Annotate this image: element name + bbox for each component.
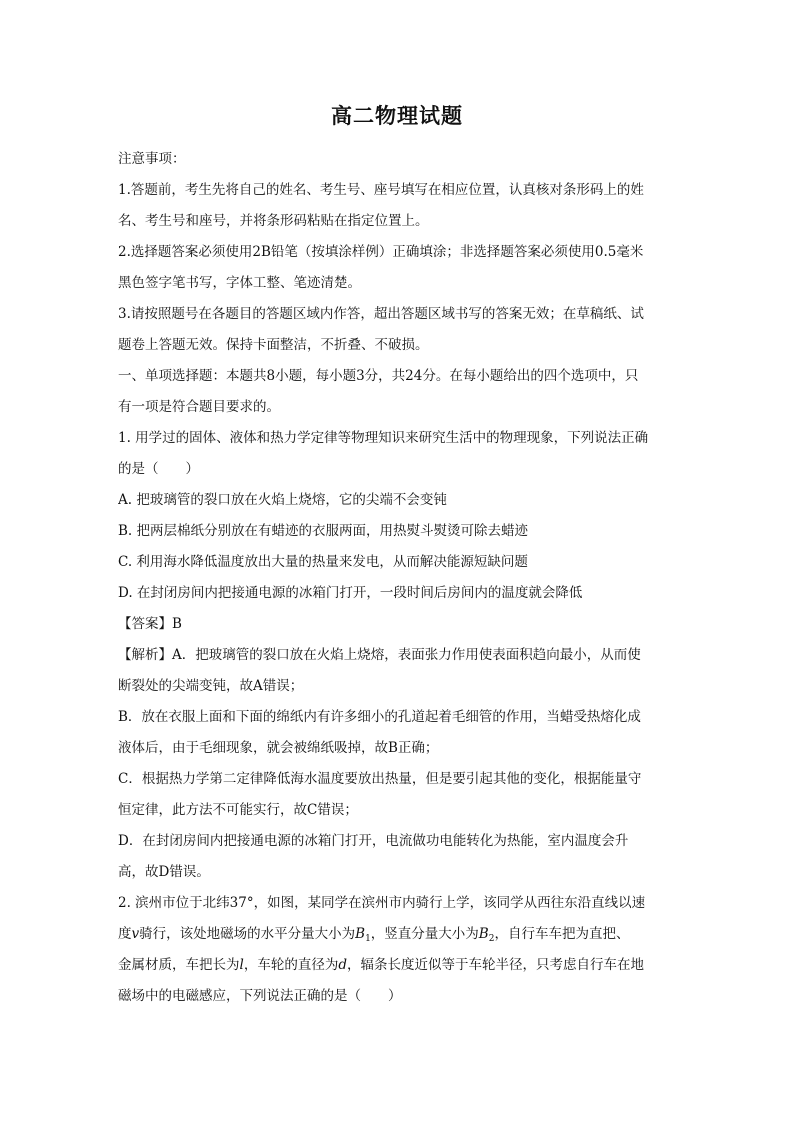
q1-answer bbox=[118, 609, 678, 640]
var-v: v bbox=[131, 926, 140, 942]
subscript-1: 1 bbox=[365, 934, 371, 944]
q1-explain-b-line-2: 液体后，由于毛细现象，就会被绵纸吸掉，故B正确； bbox=[118, 740, 439, 756]
q2-text: 度 bbox=[118, 926, 132, 942]
q1-option-d: D. 在封闭房间内把接通电源的冰箱门打开，一段时间后房间内的温度就会降低 bbox=[118, 585, 583, 601]
q1-explain-a-line-1 bbox=[118, 640, 678, 671]
q1-option-b: B. 把两层棉纸分别放在有蜡迹的衣服两面，用热熨斗熨烫可除去蜡迹 bbox=[118, 523, 529, 539]
notice-3-line-1: 3.请按照题号在各题目的答题区域内作答，超出答题区域书写的答案无效；在草稿纸、试 bbox=[118, 306, 644, 322]
document-body bbox=[118, 144, 678, 1012]
q1-explain-c-line-2: 恒定律，此方法不可能实行，故C错误； bbox=[118, 802, 358, 818]
q1-option-a: A. 把玻璃管的裂口放在火焰上烧熔，它的尖端不会变钝 bbox=[118, 492, 447, 508]
q2-text: 金属材质，车把长为 bbox=[118, 957, 240, 973]
answer-label: 【答案】 bbox=[118, 616, 172, 632]
q1-explain-c-line-1: C．根据热力学第二定律降低海水温度要放出热量，但是要引起其他的变化，根据能量守 bbox=[118, 771, 642, 787]
section-heading-line-2: 有一项是符合题目要求的。 bbox=[118, 399, 280, 415]
q1-stem-line-2: 的是（ ） bbox=[118, 461, 199, 477]
q2-text: 骑行，该处地磁场的水平分量大小为 bbox=[139, 926, 356, 942]
q2-stem-line-2 bbox=[118, 919, 678, 950]
var-d: d bbox=[338, 957, 347, 973]
q2-stem-line-1: 2. 滨州市位于北纬37°，如图，某同学在滨州市内骑行上学，该同学从西往东沿直线以速 bbox=[118, 895, 646, 911]
q2-text: ，竖直分量大小为 bbox=[370, 926, 479, 942]
q2-text: ，自行车车把为直把、 bbox=[494, 926, 630, 942]
var-b2: B bbox=[478, 926, 489, 942]
explain-a-text: A．把玻璃管的裂口放在火焰上烧熔，表面张力作用使表面积趋向最小，从而使 bbox=[172, 647, 641, 663]
q1-explain-b-line-1: B．放在衣服上面和下面的绵纸内有许多细小的孔道起着毛细管的作用，当蜡受热熔化成 bbox=[118, 709, 641, 725]
notice-1-line-2: 名、考生号和座号，并将条形码粘贴在指定位置上。 bbox=[118, 213, 429, 229]
notice-heading: 注意事项： bbox=[118, 151, 186, 167]
q2-stem-line-4: 磁场中的电磁感应，下列说法正确的是（ ） bbox=[118, 988, 402, 1004]
var-l: l bbox=[239, 957, 244, 973]
var-b1: B bbox=[355, 926, 366, 942]
q1-explain-a-line-2: 断裂处的尖端变钝，故A错误； bbox=[118, 678, 304, 694]
notice-2-line-1: 2.选择题答案必须使用2B铅笔（按填涂样例）正确填涂；非选择题答案必须使用0.5毫米 bbox=[118, 244, 644, 260]
q2-stem-line-3 bbox=[118, 950, 678, 981]
notice-2-line-2: 黑色签字笔书写，字体工整、笔迹清楚。 bbox=[118, 275, 361, 291]
q1-option-c: C. 利用海水降低温度放出大量的热量来发电，从而解决能源短缺问题 bbox=[118, 554, 528, 570]
section-heading-line-1: 一、单项选择题：本题共8小题，每小题3分，共24分。在每小题给出的四个选项中，只 bbox=[118, 368, 639, 384]
q1-explain-d-line-1: D．在封闭房间内把接通电源的冰箱门打开，电流做功电能转化为热能，室内温度会升 bbox=[118, 833, 629, 849]
notice-3-line-2: 题卷上答题无效。保持卡面整洁，不折叠、不破损。 bbox=[118, 337, 429, 353]
notice-1-line-1: 1.答题前，考生先将自己的姓名、考生号、座号填写在相应位置，认真核对条形码上的姓 bbox=[118, 182, 644, 198]
q2-text: ，车轮的直径为 bbox=[243, 957, 339, 973]
answer-value: B bbox=[172, 616, 182, 632]
subscript-2: 2 bbox=[488, 934, 495, 944]
q1-explain-d-line-2: 高，故D错误。 bbox=[118, 864, 210, 880]
q2-text: ，辐条长度近似等于车轮半径，只考虑自行车在地 bbox=[346, 957, 644, 973]
page-title: 高二物理试题 bbox=[331, 104, 463, 128]
q1-stem-line-1: 1. 用学过的固体、液体和热力学定律等物理知识来研究生活中的物理现象，下列说法正确 bbox=[118, 430, 649, 446]
explain-label: 【解析】 bbox=[118, 647, 172, 663]
